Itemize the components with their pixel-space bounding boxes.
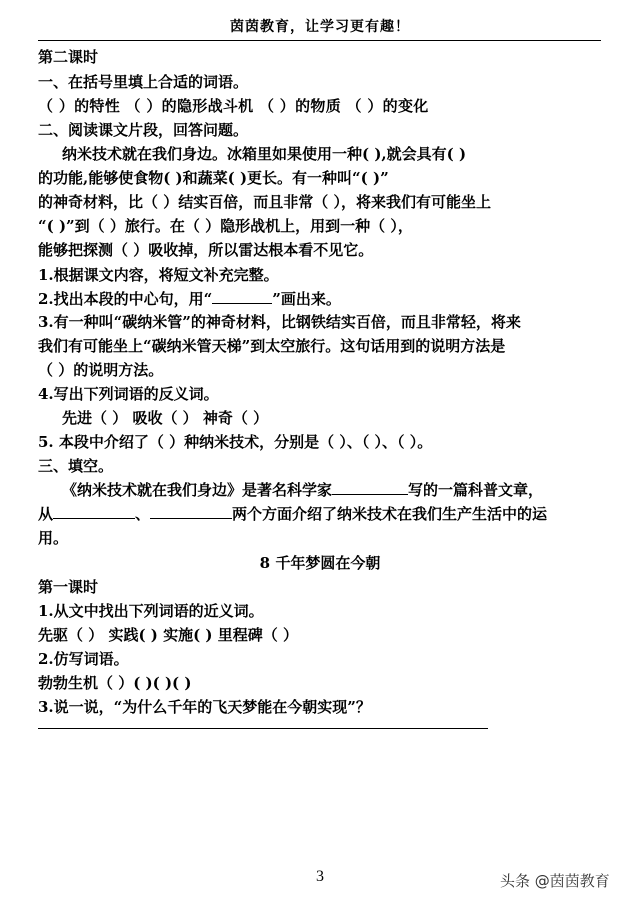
q2-title: 二、阅读课文片段，回答问题。	[38, 121, 249, 139]
lesson2-heading: 第二课时	[38, 48, 99, 66]
lesson8-question-2: 2.仿写词语。	[38, 650, 129, 668]
passage-line-2: 的功能,能够使食物( )和蔬菜( )更长。有一种叫“( )”	[38, 169, 389, 187]
passage-line-3: 的神奇材料，比（ ）结实百倍，而且非常（ ），将来我们有可能坐上	[38, 193, 491, 211]
underline-sample	[212, 291, 272, 304]
sub-question-3-line-1: 3.有一种叫“碳纳米管”的神奇材料，比钢铁结实百倍，而且非常轻，将来	[38, 313, 521, 331]
q3-line-3: 用。	[38, 529, 69, 547]
q1-line: （ ）的特性 （ ）的隐形战斗机 （ ）的物质 （ ）的变化	[38, 97, 429, 115]
lesson8-question-3: 3.说一说，“为什么千年的飞天梦能在今朝实现”？	[38, 698, 371, 716]
q3-line-1-end: 写的一篇科普文章，	[408, 481, 544, 499]
sub-question-3-line-2: 我们有可能坐上“碳纳米管天梯”到太空旅行。这句话用到的说明方法是	[38, 337, 506, 355]
q3-line-1	[62, 480, 543, 500]
passage-line-4: “( )”到（ ）旅行。在（ ）隐形战机上，用到一种（ ），	[38, 217, 413, 235]
q1-title: 一、在括号里填上合适的词语。	[38, 73, 249, 91]
lesson8-heading: 第一课时	[38, 578, 99, 596]
sub-question-4: 4.写出下列词语的反义词。	[38, 385, 219, 403]
q3-line-2-start: 从	[38, 505, 54, 523]
header-rule	[38, 40, 601, 41]
blank-aspect-1	[53, 506, 135, 519]
passage-line-1: 纳米技术就在我们身边。冰箱里如果使用一种( ),就会具有( )	[62, 145, 467, 163]
blank-aspect-2	[150, 506, 232, 519]
q3-line-2-sep: 、	[135, 505, 151, 523]
lesson8-question-1: 1.从文中找出下列词语的近义词。	[38, 602, 264, 620]
answer-line	[38, 728, 488, 729]
page-header: 茵茵教育，让学习更有趣！	[230, 19, 410, 35]
sub-question-2	[38, 289, 341, 309]
imitation-items: 勃勃生机（ ）( )( )( )	[38, 674, 192, 692]
sub-question-5: 5. 本段中介绍了（ ）种纳米技术，分别是（ ）、（ ）、（ ）。	[38, 433, 433, 451]
watermark: 头条 @茵茵教育	[500, 872, 610, 890]
sub-question-1: 1.根据课文内容，将短文补充完整。	[38, 266, 279, 284]
lesson8-title: 8 千年梦圆在今朝	[259, 554, 381, 572]
sub-question-3-line-3: （ ）的说明方法。	[38, 361, 164, 379]
blank-scientist	[332, 482, 408, 495]
q3-line-2-end: 两个方面介绍了纳米技术在我们生产生活中的运	[232, 505, 548, 523]
passage-line-5: 能够把探测（ ）吸收掉，所以雷达根本看不见它。	[38, 241, 374, 259]
page-number: 3	[316, 868, 324, 885]
q3-line-2	[38, 504, 547, 524]
sub-question-2-end: ”画出来。	[272, 290, 341, 308]
q3-line-1-start: 《纳米技术就在我们身边》是著名科学家	[62, 481, 333, 499]
synonym-items: 先驱（ ） 实践( ) 实施( ) 里程碑（ ）	[38, 626, 298, 644]
antonym-items: 先进（ ） 吸收（ ） 神奇（ ）	[62, 409, 269, 427]
sub-question-2-start: 2.找出本段的中心句，用“	[38, 290, 213, 308]
q3-title: 三、填空。	[38, 457, 114, 475]
